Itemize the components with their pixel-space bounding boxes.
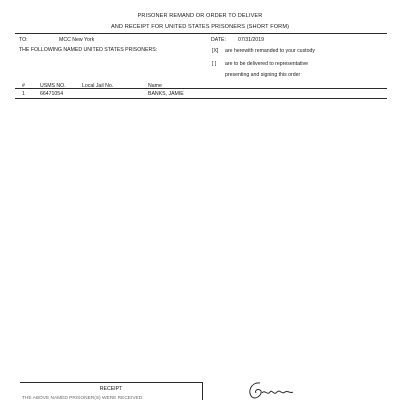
option-deliver-checkbox[interactable]: [ ]	[212, 61, 217, 67]
header-divider	[15, 33, 387, 34]
form-title-line2: AND RECEIPT FOR UNITED STATES PRISONERS (SHORT FORM)	[110, 24, 290, 30]
handwritten-signature	[244, 380, 300, 400]
prisoners-heading: THE FOLLOWING NAMED UNITED STATES PRISONERS:	[19, 47, 158, 53]
form-title-line1: PRISONER REMAND OR ORDER TO DELIVER	[137, 13, 263, 19]
receipt-label: RECEIPT	[99, 386, 123, 392]
col-header-number: #	[22, 83, 25, 89]
date-label: DATE:	[211, 37, 226, 43]
date-value: 07/31/2019	[238, 37, 264, 43]
row-1-usms-no: 66471054	[40, 91, 64, 97]
option-deliver-text: are to be delivered to representative	[225, 61, 309, 67]
row-1-number: 1	[22, 91, 25, 97]
to-value: MCC New York	[59, 37, 95, 43]
receipt-received-line: THE ABOVE NAMED PRISONER(S) WERE RECEIVED:	[22, 396, 144, 401]
col-header-name: Name	[148, 83, 162, 89]
col-header-usms-no: USMS NO.	[40, 83, 66, 89]
receipt-box-top	[20, 382, 202, 383]
table-row-divider	[15, 98, 387, 99]
option-remanded-text: are herewith remanded to your custody	[225, 48, 315, 54]
option-remanded-checkbox[interactable]: [X]	[212, 48, 219, 54]
receipt-box-right	[202, 382, 203, 400]
option-deliver-continuation: presenting and signing this order	[225, 72, 301, 78]
col-header-local-jail-no: Local Jail No.	[82, 83, 114, 89]
to-label: TO:	[19, 37, 28, 43]
row-1-name: BANKS, JAMIE	[148, 91, 184, 97]
table-header-divider	[15, 88, 387, 89]
